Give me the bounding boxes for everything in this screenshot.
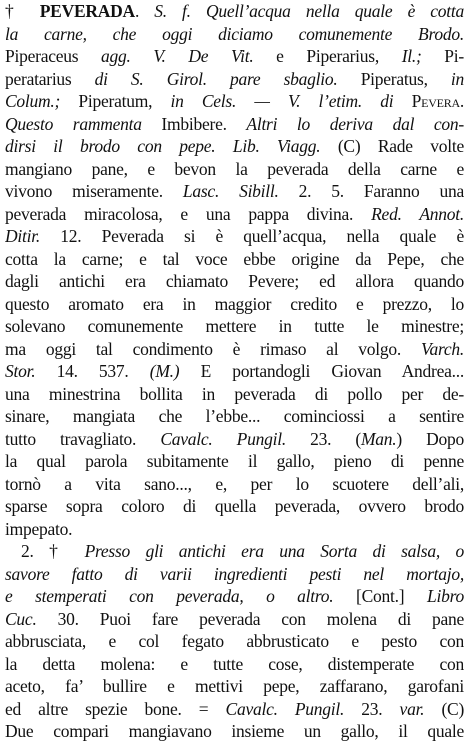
text-run: peratarius	[5, 68, 95, 89]
text-line	[5, 23, 464, 46]
text-run: Pi-	[421, 46, 464, 66]
text-run: .	[134, 1, 155, 21]
italic-run: S. f. Quell’acqua nella quale è cotta	[154, 1, 464, 21]
italic-run: in Cels. — V. l’etim. di	[170, 91, 394, 111]
text-line	[5, 608, 464, 631]
text-run: una minestrina bollita in peverada di pollo per de-	[5, 383, 464, 404]
text-run: impepato.	[5, 518, 73, 539]
text-line	[5, 383, 464, 406]
text-run: solevano comunemente mettere in tutte le minestre;	[5, 316, 464, 336]
text-line	[5, 473, 464, 496]
italic-run: Questo rammenta	[5, 113, 142, 134]
italic-run: in	[450, 68, 464, 89]
italic-run: di S. Girol. pare sbaglio.	[94, 68, 338, 89]
text-line	[5, 630, 464, 653]
italic-run: Stor.	[5, 361, 36, 381]
text-run: mangiano pane, e bevon la peverada della carne e	[5, 158, 464, 179]
text-run: la detta molena: e tutte cose, distemperate con	[5, 653, 464, 674]
text-line	[5, 158, 464, 181]
text-run: aceto, fa’ bullire e mettivi pepe, zaffarano, garofani	[5, 676, 464, 696]
text-line	[5, 360, 464, 383]
italic-run: la carne, che oggi diciamo comunemente Brodo.	[5, 23, 464, 44]
text-run: sparse sopra coloro di quella peverada, ovvero brodo	[5, 496, 464, 516]
text-run: .	[459, 91, 464, 111]
text-run: abbrusciata, e col fegato abbrusticato e pesto con	[5, 631, 464, 651]
italic-run: Colum.;	[5, 91, 61, 111]
italic-run: Lasc. Sibill.	[182, 181, 279, 201]
text-line	[5, 248, 464, 271]
text-line	[5, 338, 464, 361]
italic-run: savore fatto di varii ingredienti pesti nel mortajo,	[5, 563, 464, 584]
text-run: Due compari mangiavano insieme un gallo, il quale	[5, 721, 464, 741]
text-line	[5, 68, 464, 91]
italic-run: dirsi il brodo con pepe. Lib. Viagg.	[5, 136, 321, 156]
text-run: 2. †	[21, 541, 85, 561]
text-line	[5, 293, 464, 316]
italic-run: agg. V. De Vit.	[101, 46, 254, 66]
italic-run: Il.;	[401, 46, 422, 66]
text-line	[5, 563, 464, 586]
italic-run: Altri lo deriva dal con-	[246, 113, 464, 134]
text-line	[5, 90, 464, 113]
text-run: vivono miseramente.	[5, 181, 183, 201]
text-run: questo aromato era in maggior credito e prezzo, lo	[5, 293, 464, 314]
text-line	[5, 0, 464, 23]
text-run: (C) Rade volte	[320, 136, 464, 156]
text-line	[5, 203, 464, 226]
entry-peverada	[5, 0, 464, 743]
text-line	[5, 518, 464, 541]
text-run: dagli antichi era chiamato Pevere; ed allora quando	[5, 271, 464, 291]
text-run: †	[5, 1, 40, 21]
text-run: Piperatum,	[60, 91, 171, 111]
italic-run: Man.	[360, 428, 397, 449]
headword: PEVERADA	[39, 1, 135, 21]
text-run: E portandogli Giovan Andrea...	[179, 361, 464, 381]
text-line	[5, 180, 464, 203]
small-caps-run: Pevera	[411, 91, 460, 111]
text-line	[5, 135, 464, 158]
text-line	[5, 450, 464, 473]
text-line	[5, 653, 464, 676]
text-run: 23.	[344, 698, 400, 719]
text-run: 14. 537.	[35, 361, 150, 381]
text-line	[5, 675, 464, 698]
text-run	[393, 91, 411, 111]
text-run: ) Dopo	[396, 428, 464, 449]
text-run: Imbibere.	[141, 113, 247, 134]
italic-run: (M.)	[149, 361, 180, 381]
text-line	[5, 113, 464, 136]
text-line	[5, 428, 464, 451]
italic-run: Cuc.	[5, 608, 37, 629]
italic-run: Presso gli antichi era una Sorta di salsa, o	[84, 541, 464, 561]
italic-run: Cavalc. Pungil.	[160, 428, 286, 449]
text-line	[5, 540, 464, 563]
italic-run: Varch.	[420, 338, 464, 359]
text-run: [Cont.]	[333, 586, 427, 606]
text-run: e Piperarius,	[253, 46, 402, 66]
text-run: tutto travagliato.	[5, 428, 161, 449]
text-run: (C)	[424, 698, 464, 719]
text-line	[5, 270, 464, 293]
text-run: Piperaceus	[5, 46, 102, 66]
italic-run: Cavalc. Pungil.	[225, 698, 345, 719]
text-run: 30. Puoi fare peverada con molena di pane	[36, 608, 464, 629]
italic-run: e stemperati con peverada, o altro.	[5, 586, 334, 606]
text-run: ed altre spezie bone. =	[5, 698, 226, 719]
text-run: Piperatus,	[337, 68, 451, 89]
text-line	[5, 698, 464, 721]
text-line	[5, 585, 464, 608]
text-line	[5, 315, 464, 338]
text-line	[5, 720, 464, 743]
italic-run: Libro	[426, 586, 464, 606]
text-line	[5, 495, 464, 518]
text-run: 2. 5. Faranno una	[278, 181, 464, 201]
text-run: la qual parola subitamente il gallo, pieno di penne	[5, 451, 464, 471]
text-line	[5, 225, 464, 248]
italic-run: Red. Annot.	[371, 203, 464, 224]
italic-run: Ditir.	[5, 226, 40, 246]
text-line	[5, 405, 464, 428]
italic-run: var.	[399, 698, 425, 719]
text-run: tornò a vita sano..., e, per lo scuotere dell’ali,	[5, 473, 464, 494]
text-run: 12. Peverada si è quell’acqua, nella quale è	[39, 226, 464, 246]
text-run: cotta la carne; e tal voce ebbe origine da Pepe, che	[5, 248, 464, 269]
text-line	[5, 45, 464, 68]
text-run: peverada miracolosa, e una pappa divina.	[5, 203, 372, 224]
text-run: sinare, mangiata che l’ebbe... cominciossi a sentire	[5, 406, 464, 426]
text-run: 23. (	[285, 428, 361, 449]
text-run: ma oggi tal condimento è rimaso al volgo.	[5, 338, 421, 359]
